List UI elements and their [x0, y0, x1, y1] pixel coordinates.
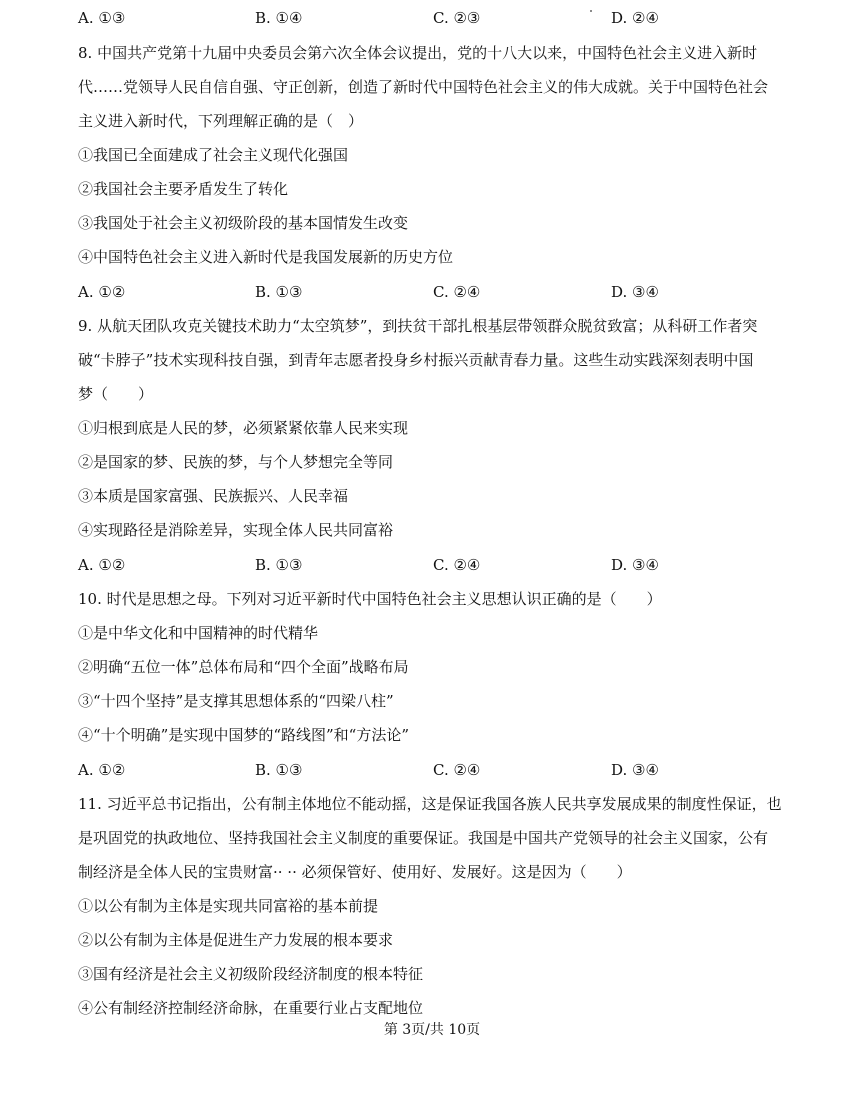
- q11-stem-line: 11. 习近平总书记指出，公有制主体地位不能动摇，这是保证我国各族人民共享发展成果的制度性保证，也: [78, 795, 782, 813]
- q11-stem-line: 是巩固党的执政地位、坚持我国社会主义制度的重要保证。我国是中国共产党领导的社会主义国家，公有: [78, 829, 769, 847]
- q11-item: ①以公有制为主体是实现共同富裕的基本前提: [78, 897, 379, 915]
- option-c: C. ②④: [433, 283, 481, 301]
- q9-stem-line: 破“卡脖子”技术实现科技自强，到青年志愿者投身乡村振兴贡献青春力量。这些生动实践深刻表明中国: [78, 351, 754, 369]
- q8-item: ①我国已全面建成了社会主义现代化强国: [78, 146, 349, 164]
- option-c: C. ②④: [433, 761, 481, 779]
- option-d: D. ③④: [611, 283, 659, 301]
- q10-item: ①是中华文化和中国精神的时代精华: [78, 624, 319, 642]
- q11-item: ③国有经济是社会主义初级阶段经济制度的根本特征: [78, 965, 424, 983]
- q8-stem-line: 主义进入新时代，下列理解正确的是（ ）: [78, 112, 364, 130]
- option-c: C. ②④: [433, 556, 481, 574]
- q9-stem-line: 梦（ ）: [78, 385, 154, 403]
- q10-options: [78, 760, 790, 780]
- q9-item: ③本质是国家富强、民族振兴、人民幸福: [78, 487, 349, 505]
- q9-stem-line: 9. 从航天团队攻克关键技术助力“太空筑梦”，到扶贫干部扎根基层带领群众脱贫致富；从科研工作者突: [78, 317, 758, 335]
- option-a: A. ①②: [78, 283, 126, 301]
- q11-item: ④公有制经济控制经济命脉，在重要行业占支配地位: [78, 999, 424, 1017]
- q10-item: ④“十个明确”是实现中国梦的“路线图”和“方法论”: [78, 726, 410, 744]
- option-a: A. ①②: [78, 556, 126, 574]
- q7-options: [78, 8, 790, 28]
- q10-item: ③“十四个坚持”是支撑其思想体系的“四梁八柱”: [78, 692, 394, 710]
- q8-item: ④中国特色社会主义进入新时代是我国发展新的历史方位: [78, 248, 454, 266]
- q8-item: ②我国社会主要矛盾发生了转化: [78, 180, 289, 198]
- option-d: D. ②④: [611, 9, 659, 27]
- option-a: A. ①②: [78, 761, 126, 779]
- q8-options: [78, 282, 790, 302]
- q8-stem-line: 8. 中国共产党第十九届中央委员会第六次全体会议提出，党的十八大以来，中国特色社会主义进入新时: [78, 44, 758, 62]
- page-number: 第 3页/共 10页: [383, 1022, 481, 1038]
- q9-item: ②是国家的梦、民族的梦，与个人梦想完全等同: [78, 453, 394, 471]
- q8-stem-line: 代……党领导人民自信自强、守正创新，创造了新时代中国特色社会主义的伟大成就。关于中国特色社会: [78, 78, 769, 96]
- option-c: C. ②③: [433, 9, 481, 27]
- option-a: A. ①③: [78, 9, 126, 27]
- q9-options: [78, 555, 790, 575]
- q9-item: ①归根到底是人民的梦，必须紧紧依靠人民来实现: [78, 419, 409, 437]
- option-b: B. ①③: [255, 283, 303, 301]
- q10-stem-line: 10. 时代是思想之母。下列对习近平新时代中国特色社会主义思想认识正确的是（ ）: [78, 590, 662, 608]
- q11-item: ②以公有制为主体是促进生产力发展的根本要求: [78, 931, 394, 949]
- option-d: D. ③④: [611, 761, 659, 779]
- q11-stem-line: 制经济是全体人民的宝贵财富·· ·· 必须保管好、使用好、发展好。这是因为（ ）: [78, 863, 632, 881]
- option-d: D. ③④: [611, 556, 659, 574]
- option-b: B. ①④: [255, 9, 303, 27]
- q10-item: ②明确“五位一体”总体布局和“四个全面”战略布局: [78, 658, 409, 676]
- q9-item: ④实现路径是消除差异，实现全体人民共同富裕: [78, 521, 394, 539]
- option-b: B. ①③: [255, 761, 303, 779]
- q8-item: ③我国处于社会主义初级阶段的基本国情发生改变: [78, 214, 409, 232]
- option-b: B. ①③: [255, 556, 303, 574]
